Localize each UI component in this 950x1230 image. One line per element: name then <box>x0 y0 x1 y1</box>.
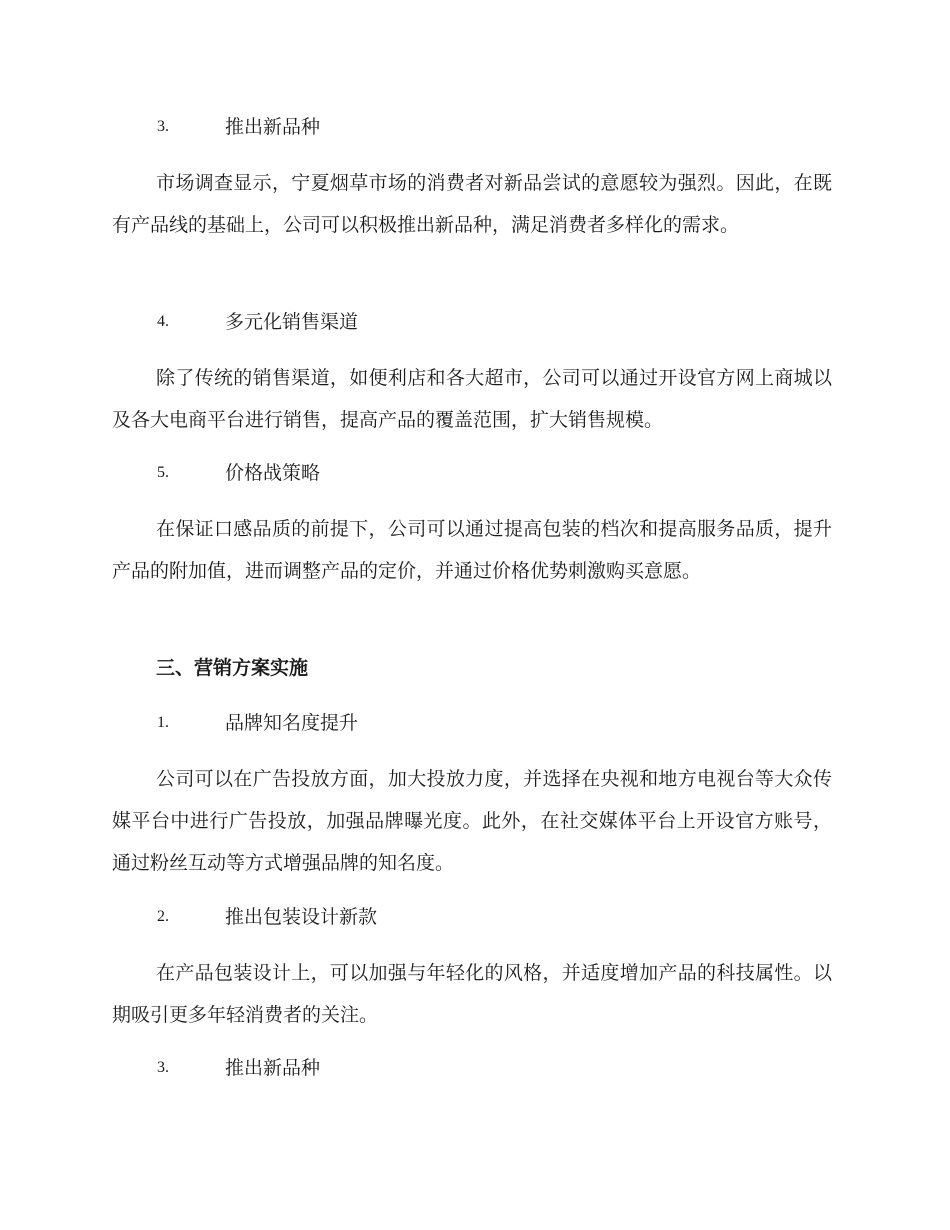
list-item-title: 多元化销售渠道 <box>225 311 359 333</box>
paragraph: 公司可以在广告投放方面，加大投放力度，并选择在央视和地方电视台等大众传媒平台中进行广告投放，加强品牌曝光度。此外，在社交媒体平台上开设官方账号，通过粉丝互动等方式增强品牌的知名度。 <box>112 768 832 874</box>
paragraph: 在产品包装设计上，可以加强与年轻化的风格，并适度增加产品的科技属性。以期吸引更多年轻消费者的关注。 <box>112 962 832 1026</box>
list-item-number: 3. <box>157 118 169 135</box>
list-item-title: 推出包装设计新款 <box>225 906 378 928</box>
list-item <box>112 112 832 142</box>
paragraph: 市场调查显示，宁夏烟草市场的消费者对新品尝试的意愿较为强烈。因此，在既有产品线的基础上，公司可以积极推出新品种，满足消费者多样化的需求。 <box>112 172 832 236</box>
paragraph: 在保证口感品质的前提下，公司可以通过提高包装的档次和提高服务品质，提升产品的附加值，进而调整产品的定价，并通过价格优势刺激购买意愿。 <box>112 518 832 582</box>
list-item-title: 推出新品种 <box>225 1057 321 1079</box>
list-item-number: 5. <box>157 464 169 481</box>
list-item <box>112 458 832 488</box>
list-item-number: 2. <box>157 908 169 925</box>
list-item-title: 价格战策略 <box>225 462 321 484</box>
list-item-number: 4. <box>157 313 169 330</box>
list-item-number: 1. <box>157 714 169 731</box>
list-item <box>112 307 832 337</box>
section-heading: 三、营销方案实施 <box>156 657 309 679</box>
list-item-title: 推出新品种 <box>225 116 321 138</box>
list-item <box>112 1053 832 1083</box>
paragraph: 除了传统的销售渠道，如便利店和各大超市，公司可以通过开设官方网上商城以及各大电商平台进行销售，提高产品的覆盖范围，扩大销售规模。 <box>112 367 832 431</box>
list-item-number: 3. <box>157 1059 169 1076</box>
list-item <box>112 708 832 738</box>
list-item <box>112 902 832 932</box>
list-item-title: 品牌知名度提升 <box>225 712 359 734</box>
